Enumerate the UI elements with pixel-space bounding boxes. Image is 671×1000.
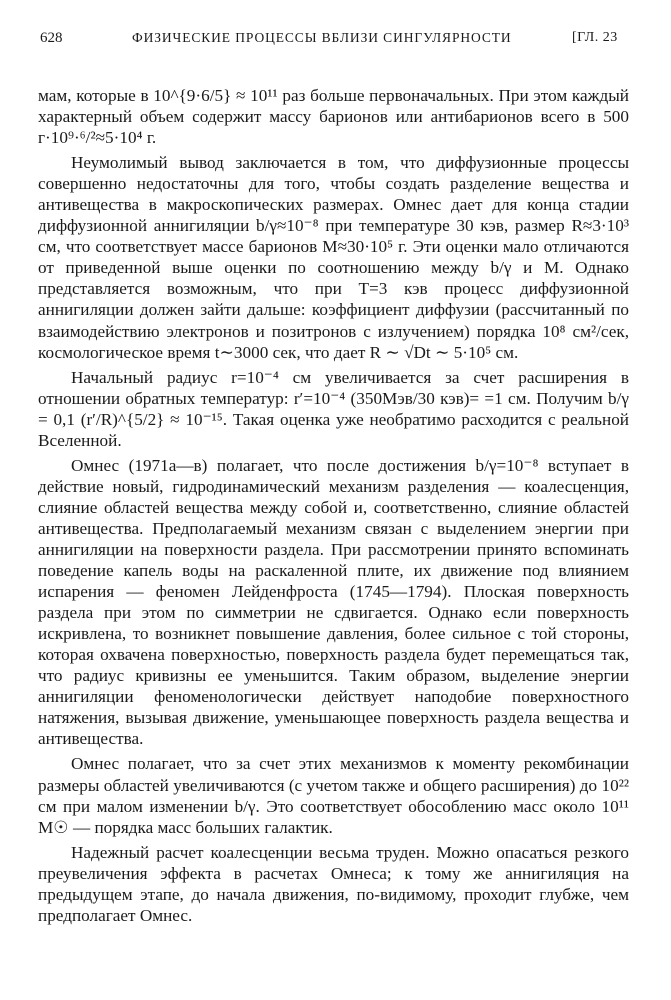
chapter-label: [ГЛ. 23 — [572, 30, 618, 45]
paragraph-initial-radius: Начальный радиус r=10⁻⁴ см увеличивается за счет расширения в отношении обратных температур: r′=10⁻⁴ (350Мэв/30 кэв)= =1 см. Получим b/γ = 0,1 (r′/R)^{5/2} ≈ 10⁻¹⁵. Такая оценка уже необратимо расходится с реальной Вселенной. — [38, 367, 629, 450]
page-body — [38, 85, 629, 930]
paragraph-recombination: Омнес полагает, что за счет этих механизмов к моменту рекомбинации размеры областей увеличиваются (с учетом также и общего расширения) до 10²² см при малом изменении b/γ. Это соответствует обособлению масс около 10¹¹ M☉ — порядка масс больших галактик. — [38, 754, 629, 837]
running-title: ФИЗИЧЕСКИЕ ПРОЦЕССЫ ВБЛИЗИ СИНГУЛЯРНОСТИ — [132, 30, 512, 45]
page-number: 628 — [40, 30, 63, 46]
paragraph-continuation: мам, которые в 10^{9·6/5} ≈ 10¹¹ раз больше первоначальных. При этом каждый характерный объем содержит массу барионов или антибарионов всего в 500 г·10⁹·⁶/²≈5·10⁴ г. — [38, 86, 629, 148]
paragraph-reliable-calculation: Надежный расчет коалесценции весьма труден. Можно опасаться резкого преувеличения эффекта в расчетах Омнеса; к тому же аннигиляция на предыдущем этапе, до начала движения, по-видимому, проходит глубже, чем предполагает Омнес. — [38, 842, 629, 925]
paragraph-coalescence: Омнес (1971а—в) полагает, что после достижения b/γ=10⁻⁸ вступает в действие новый, гидродинамический механизм разделения — коалесценция, слияние областей вещества между собой и, соответственно, слияние областей антивещества. Предполагаемый механизм связан с выделением энергии при аннигиляции на поверхности раздела. При рассмотрении принято вспоминать поведение капель воды на раскаленной плите, их движение под влиянием испарения — феномен Лейденфроста (1745—1794). Плоская поверхность раздела при этом по симметрии не сдвигается. Однако если поверхность искривлена, то возникнет повышение давления, более сильное с той стороны, которая охвачена поверхностью, поверхность раздела будет перемещаться так, что радиус кривизны ее уменьшится. Таким образом, выделение энергии аннигиляции феноменологически действует наподобие поверхностного натяжения, вызывая движение, уменьшающее поверхность раздела вещества и антивещества. — [38, 455, 629, 749]
paragraph-diffusion-conclusion: Неумолимый вывод заключается в том, что диффузионные процессы совершенно недостаточны для того, чтобы создать разделение вещества и антивещества в макроскопических размерах. Омнес дает для конца стадии диффузионной аннигиляции b/γ≈10⁻⁸ при температуре 30 кэв, размер R≈3·10³ см, что соответствует массе барионов M≈30·10⁵ г. Эти оценки мало отличаются от приведенной выше оценки по соотношению между b/γ и M. Однако представляется возможным, что при T=3 кэв процесс диффузионной аннигиляции должен зайти дальше: коэффициент диффузии (рассчитанный по взаимодействию электронов и позитронов с излучением) порядка 10⁸ см²/сек, космологическое время t∼3000 сек, что дает R ∼ √Dt ∼ 5·10⁵ см. — [38, 153, 629, 362]
